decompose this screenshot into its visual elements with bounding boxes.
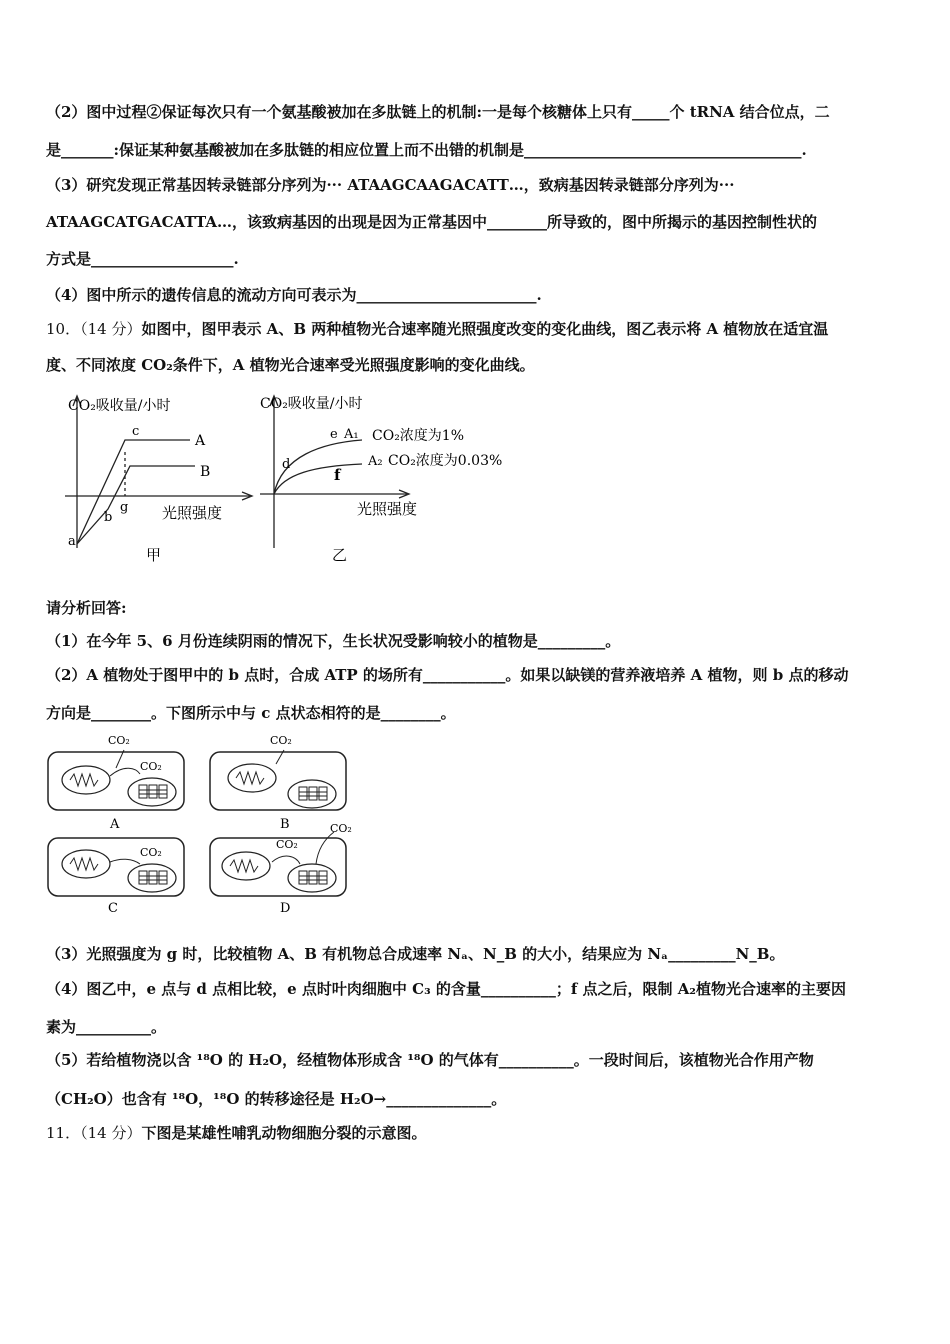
- cell-c-label: C: [108, 901, 118, 916]
- cell-c: [48, 838, 184, 916]
- q10-part3: （3）光照强度为 g 时，比较植物 A、B 有机物总合成速率 Nₐ、N_B 的大小，结果应为 Nₐ_________N_B。: [46, 945, 785, 963]
- q10-prompt: 请分析回答:: [46, 599, 127, 617]
- yi-label-d: d: [282, 457, 291, 472]
- yi-caption: 乙: [332, 546, 348, 564]
- q9-part2-line1: （2）图中过程②保证每次只有一个氨基酸被加在多肽链上的机制:一是每个核糖体上只有_____个 tRNA 结合位点，二: [46, 103, 830, 121]
- jia-label-g: g: [120, 500, 129, 515]
- jia-label-b: b: [104, 510, 113, 525]
- jia-xlabel: 光照强度: [162, 504, 223, 522]
- q9-part3-line1: （3）研究发现正常基因转录链部分序列为··· ATAAGCAAGACATT…，致病基因转录链部分序列为···: [46, 176, 735, 194]
- cell-b-co2: CO₂: [270, 734, 292, 747]
- jia-ylabel: CO₂吸收量/小时: [68, 398, 171, 414]
- yi-ylabel: CO₂吸收量/小时: [260, 396, 363, 412]
- q9-part2-line2: 是_______:保证某种氨基酸被加在多肽链的相应位置上而不出错的机制是_____________________________________.: [46, 141, 807, 159]
- cell-diagrams: [44, 728, 374, 918]
- cell-c-co2: CO₂: [140, 846, 162, 859]
- yi-legend-2: CO₂浓度为0.03%: [388, 453, 503, 469]
- cell-a: [48, 734, 184, 832]
- yi-label-f: f: [334, 466, 341, 484]
- q10-part5-line2: （CH₂O）也含有 ¹⁸O，¹⁸O 的转移途径是 H₂O→______________。: [46, 1090, 507, 1108]
- q10-intro-text: 如图中，图甲表示 A、B 两种植物光合速率随光照强度改变的变化曲线，图乙表示将 A 植物放在适宜温: [141, 320, 829, 338]
- jia-caption: 甲: [146, 546, 162, 564]
- cell-a-label: A: [110, 817, 120, 832]
- q10-number: 10．（14 分）: [46, 320, 142, 338]
- jia-label-a: a: [68, 534, 76, 549]
- q10-part2-line1: （2）A 植物处于图甲中的 b 点时，合成 ATP 的场所有___________。如果以缺镁的营养液培养 A 植物，则 b 点的移动: [46, 666, 849, 684]
- q11-intro-text: 下图是某雄性哺乳动物细胞分裂的示意图。: [141, 1124, 427, 1142]
- cell-d-co2-outer: CO₂: [330, 822, 352, 835]
- figure-jia: [60, 388, 260, 570]
- q10-intro-line2: 度、不同浓度 CO₂条件下，A 植物光合速率受光照强度影响的变化曲线。: [46, 356, 535, 374]
- cell-a-co2-inner: CO₂: [140, 760, 162, 773]
- cell-b-label: B: [280, 817, 290, 832]
- yi-label-A1: A₁: [344, 427, 359, 442]
- q11-number: 11．（14 分）: [46, 1124, 142, 1142]
- yi-label-A2: A₂: [368, 454, 383, 469]
- cell-d-co2-inner: CO₂: [276, 838, 298, 851]
- yi-xlabel: 光照强度: [357, 500, 418, 518]
- q11-intro: [46, 1123, 426, 1143]
- q9-part4-line: （4）图中所示的遗传信息的流动方向可表示为________________________.: [46, 286, 542, 304]
- cell-d: [210, 822, 352, 916]
- q10-part2-line2: 方向是________。下图所示中与 c 点状态相符的是________。: [46, 704, 456, 722]
- cell-d-label: D: [280, 901, 291, 916]
- q10-intro-line1: [46, 319, 828, 339]
- cell-b: [210, 734, 346, 832]
- jia-label-A: A: [195, 433, 206, 449]
- q10-part1: （1）在今年 5、6 月份连续阴雨的情况下，生长状况受影响较小的植物是_________。: [46, 632, 621, 650]
- q10-part4-line2: 素为__________。: [46, 1018, 167, 1036]
- q10-part4-line1: （4）图乙中，e 点与 d 点相比较，e 点时叶肉细胞中 C₃ 的含量__________；f 点之后，限制 A₂植物光合速率的主要因: [46, 980, 846, 998]
- q10-part5-line1: （5）若给植物浇以含 ¹⁸O 的 H₂O，经植物体形成含 ¹⁸O 的气体有__________。一段时间后，该植物光合作用产物: [46, 1051, 814, 1069]
- yi-label-e: e: [330, 427, 338, 442]
- figure-yi: [252, 388, 532, 570]
- jia-label-B: B: [200, 464, 211, 480]
- jia-label-c: c: [132, 424, 140, 439]
- yi-legend-1: CO₂浓度为1%: [372, 428, 465, 444]
- q9-part3-line2: ATAAGCATGACATTA…，该致病基因的出现是因为正常基因中________所导致的，图中所揭示的基因控制性状的: [46, 213, 817, 231]
- q9-part3-line3: 方式是___________________.: [46, 250, 239, 268]
- cell-a-co2-top: CO₂: [108, 734, 130, 747]
